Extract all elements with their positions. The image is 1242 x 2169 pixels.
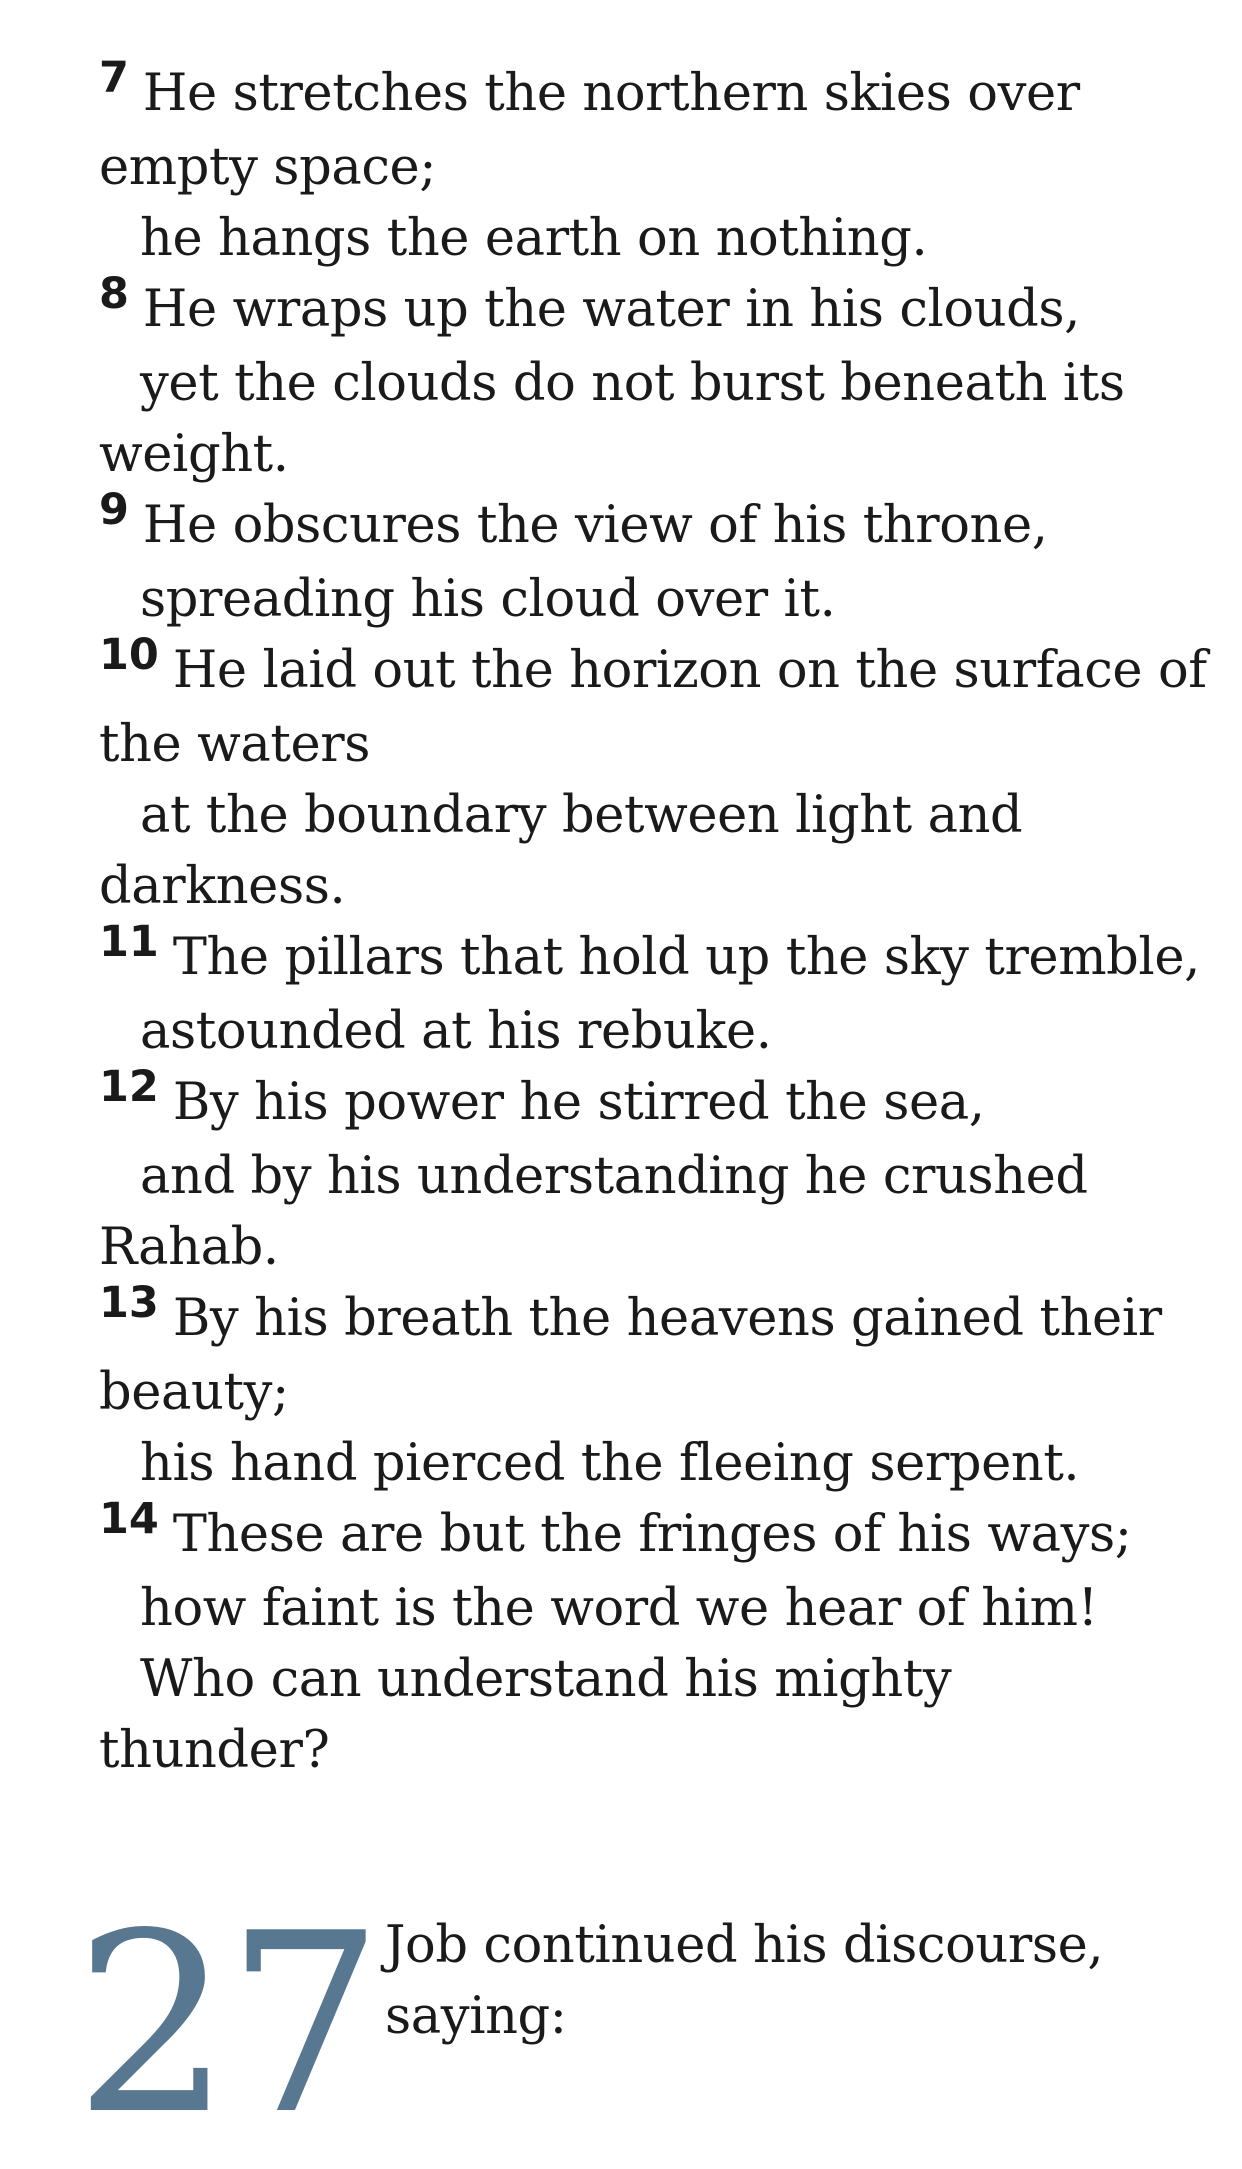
verse-line: the waters [99,715,371,774]
verse-line: thunder? [99,1721,330,1780]
verse-11 [99,917,1200,1067]
verse-12 [99,1062,1199,1283]
verse-line [99,1278,1199,1357]
verse-line: at the boundary between light and [140,786,1023,845]
verse-number: 13 [99,1278,159,1328]
verse-line [99,1494,1199,1573]
verse-line [99,630,1207,709]
verse-text: By his power he stirred the sea, [172,1073,985,1132]
verse-text: By his breath the heavens gained their [172,1289,1162,1348]
verse-line: astounded at his rebuke. [140,1002,772,1061]
verse-text: He wraps up the water in his clouds, [142,280,1080,339]
reading-pane [99,53,1207,1786]
verse-text: These are but the fringes of his ways; [172,1505,1132,1564]
verse-line [99,917,1200,996]
verse-13 [99,1278,1199,1499]
verse-line: empty space; [99,138,437,197]
verse-10 [99,630,1207,922]
verse-line: darkness. [99,857,346,916]
verse-8 [99,269,1199,490]
chapter-number: 27 [74,1881,378,2169]
verse-7 [99,53,1199,274]
verse-9 [99,485,1199,635]
verse-line: he hangs the earth on nothing. [140,209,928,268]
chapter-intro [385,1910,1103,2052]
verse-line [99,269,1199,348]
verse-number: 14 [99,1494,159,1544]
verse-line: spreading his cloud over it. [140,570,836,629]
verse-number: 12 [99,1062,159,1112]
verse-line: how faint is the word we hear of him! [140,1579,1098,1638]
verse-line [99,485,1199,564]
verse-line: yet the clouds do not burst beneath its [140,354,1125,413]
verse-text: He obscures the view of his throne, [142,496,1048,555]
verse-14 [99,1494,1199,1786]
verse-line: weight. [99,425,289,484]
verse-text: He stretches the northern skies over [142,64,1080,123]
verse-line [99,53,1199,132]
verse-line: Rahab. [99,1218,279,1277]
verse-text: The pillars that hold up the sky tremble, [172,928,1200,987]
verse-number: 9 [99,485,129,535]
verse-number: 7 [99,53,129,103]
verse-line: and by his understanding he crushed [140,1147,1088,1206]
verse-text: He laid out the horizon on the surface of [172,641,1207,700]
verse-line: beauty; [99,1363,289,1422]
verse-number: 8 [99,269,129,319]
verse-number: 10 [99,630,159,680]
chapter-intro-line: Job continued his discourse, [385,1916,1104,1975]
verse-line: Who can understand his mighty [140,1650,952,1709]
verse-line: his hand pierced the fleeing serpent. [140,1434,1080,1493]
verse-number: 11 [99,917,159,967]
chapter-heading [74,1881,1174,2169]
verse-line [99,1062,1199,1141]
chapter-intro-line: saying: [385,1987,567,2046]
